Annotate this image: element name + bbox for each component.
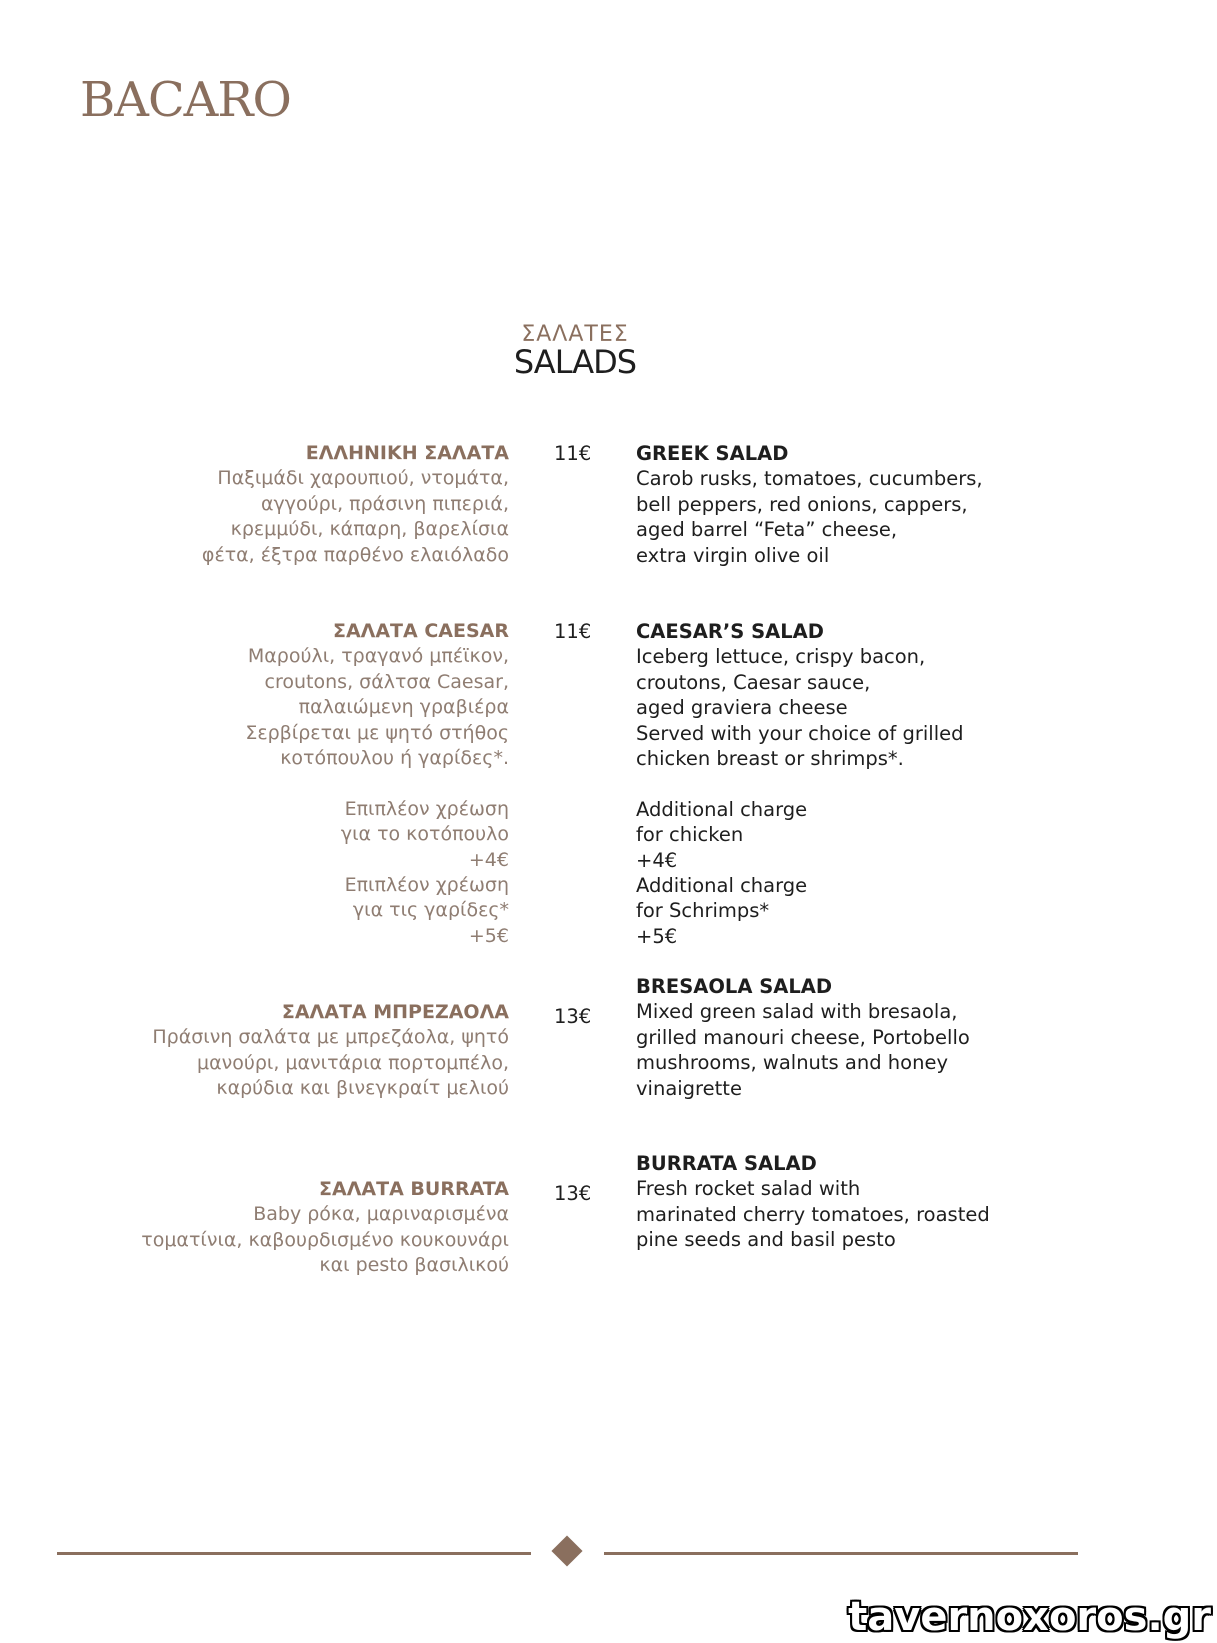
- extra-charge-line: Additional charge: [636, 874, 808, 898]
- item-desc-line: marinated cherry tomatoes, roasted: [636, 1202, 990, 1226]
- extra-charge-line: Επιπλέον χρέωση: [344, 797, 509, 820]
- item-desc-line: croutons, Caesar sauce,: [636, 670, 871, 694]
- item-title-english: GREEK SALAD: [636, 442, 789, 465]
- item-desc-line: φέτα, έξτρα παρθένο ελαιόλαδο: [201, 543, 509, 566]
- extra-charge-line: Additional charge: [636, 797, 808, 821]
- menu-item-greek-text: [89, 619, 509, 949]
- item-desc-line: αγγούρι, πράσινη πιπεριά,: [260, 492, 509, 515]
- watermark: tavernoxoros.gr: [848, 1594, 1211, 1640]
- item-desc-line: aged barrel “Feta” cheese,: [636, 518, 898, 542]
- item-title-greek: ΣΑΛΑΤΑ ΜΠΡΕΖΑΟΛΑ: [281, 1001, 509, 1023]
- item-title-english: CAESAR’S SALAD: [636, 620, 824, 643]
- menu-item-english-text: [636, 1151, 1036, 1253]
- item-desc-line: Carob rusks, tomatoes, cucumbers,: [636, 467, 983, 491]
- extra-charge-line: για τις γαρίδες*: [352, 899, 509, 922]
- item-desc-line: aged graviera cheese: [636, 696, 848, 720]
- item-desc-line: croutons, σάλτσα Caesar,: [264, 670, 509, 693]
- item-desc-line: μανούρι, μανιτάρια πορτομπέλο,: [197, 1051, 509, 1074]
- item-desc-line: mushrooms, walnuts and honey: [636, 1051, 948, 1075]
- brand-logo: BACARO: [80, 72, 291, 128]
- extra-charge-line: Επιπλέον χρέωση: [344, 874, 509, 897]
- item-desc-line: Παξιμάδι χαρουπιού, ντομάτα,: [217, 467, 509, 490]
- section-title-english: SALADS: [513, 343, 637, 381]
- item-desc-line: Baby ρόκα, μαριναρισμένα: [253, 1203, 509, 1226]
- item-desc-line: κοτόπουλου ή γαρίδες*.: [280, 747, 509, 770]
- item-desc-line: Μαρούλι, τραγανό μπέϊκον,: [247, 645, 509, 668]
- footer-divider-left: [57, 1552, 531, 1555]
- spacer: [89, 771, 509, 796]
- item-price: 13€: [554, 1182, 592, 1205]
- extra-charge-line: +5€: [636, 924, 678, 948]
- item-title-english: BRESAOLA SALAD: [636, 975, 833, 998]
- extra-charge-line: for chicken: [636, 823, 744, 847]
- extra-charge-line: για το κοτόπουλο: [340, 823, 509, 846]
- menu-item-english-text: [636, 619, 1036, 949]
- footer-divider-right: [604, 1552, 1078, 1555]
- item-desc-line: extra virgin olive oil: [636, 543, 830, 567]
- item-desc-line: καρύδια και βινεγκραίτ μελιού: [216, 1077, 509, 1100]
- item-desc-line: pine seeds and basil pesto: [636, 1228, 896, 1252]
- item-desc-line: παλαιώμενη γραβιέρα: [298, 696, 509, 719]
- item-desc-line: Πράσινη σαλάτα με μπρεζάολα, ψητό: [152, 1026, 509, 1049]
- item-desc-line: vinaigrette: [636, 1076, 742, 1100]
- item-title-greek: ΕΛΛΗΝΙΚΗ ΣΑΛΑΤΑ: [305, 442, 509, 464]
- menu-item-greek-text: [89, 1177, 509, 1279]
- item-price: 11€: [554, 620, 592, 643]
- item-price: 13€: [554, 1005, 592, 1028]
- section-title-greek: ΣΑΛΑΤΕΣ: [521, 322, 629, 347]
- item-desc-line: Served with your choice of grilled: [636, 721, 964, 745]
- item-desc-line: κρεμμύδι, κάπαρη, βαρελίσια: [230, 518, 509, 541]
- item-desc-line: Iceberg lettuce, crispy bacon,: [636, 645, 926, 669]
- item-desc-line: Σερβίρεται με ψητό στήθος: [245, 721, 509, 744]
- item-desc-line: και pesto βασιλικού: [319, 1254, 509, 1277]
- item-title-greek: ΣΑΛΑΤΑ BURRATA: [319, 1178, 509, 1200]
- extra-charge-line: +4€: [636, 848, 678, 872]
- extra-charge-line: for Schrimps*: [636, 899, 770, 923]
- menu-item-greek-text: [89, 441, 509, 568]
- extra-charge-line: +5€: [468, 924, 509, 947]
- extra-charge-line: +4€: [468, 848, 509, 871]
- item-desc-line: grilled manouri cheese, Portobello: [636, 1025, 970, 1049]
- spacer: [636, 771, 1036, 796]
- diamond-ornament-icon: [551, 1535, 582, 1566]
- menu-item-english-text: [636, 441, 1036, 568]
- item-desc-line: Fresh rocket salad with: [636, 1177, 861, 1201]
- item-desc-line: chicken breast or shrimps*.: [636, 747, 904, 771]
- menu-item-english-text: [636, 974, 1036, 1101]
- item-desc-line: Mixed green salad with bresaola,: [636, 1000, 958, 1024]
- item-title-english: BURRATA SALAD: [636, 1152, 817, 1175]
- item-desc-line: bell peppers, red onions, cappers,: [636, 492, 968, 516]
- item-desc-line: τοματίνια, καβουρδισμένο κουκουνάρι: [141, 1228, 509, 1251]
- item-price: 11€: [554, 442, 592, 465]
- item-title-greek: ΣΑΛΑΤΑ CAESAR: [332, 620, 509, 642]
- menu-item-greek-text: [89, 1000, 509, 1102]
